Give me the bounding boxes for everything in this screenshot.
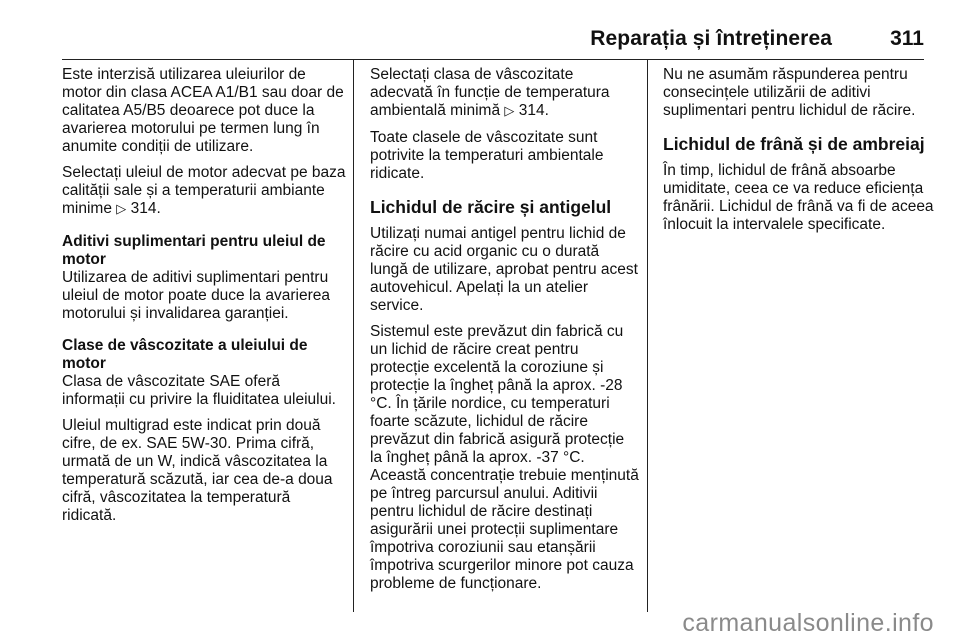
column-divider-1 bbox=[353, 60, 354, 612]
reference-arrow-icon: ▷ bbox=[504, 104, 515, 119]
page-title: Reparația și întreținerea bbox=[590, 27, 832, 50]
coolant-heading: Lichidul de răcire și antigelul bbox=[370, 197, 612, 217]
oil-selection-paragraph bbox=[62, 164, 346, 219]
oil-restriction-paragraph: Este interzisă utilizarea uleiurilor de motor din clasa ACEA A1/B1 sau doar de calitatea A5/B5 deoarece pot duce la avarierea motorului pe termen lung în anumite condiții de utilizare. bbox=[62, 66, 344, 155]
coolant-paragraph-2: Sistemul este prevăzut din fabrică cu un lichid de răcire creat pentru protecție excelentă la coroziune și protecție la îngheț până la aprox. -28 °C. În țările nordice, cu temperaturi foarte scăzute, lichidul de răcire prevăzut din fabrică asigură protecție la îngheț până la aprox. -37 °C. Această concentrație trebuie menținută pe întreg parcursul anului. Aditivii pentru lichidul de răcire destinați asigurării unei protecții suplimentare împotriva coroziunii sau etanșării împotriva scurgerilor minore pot cauza probleme de funcționare. bbox=[370, 323, 639, 592]
column-2 bbox=[370, 66, 640, 601]
coolant-paragraph-1: Utilizați numai antigel pentru lichid de răcire cu acid organic cu o durată lungă de utilizare, aprobat pentru acest autovehicul. Apelați la un atelier service. bbox=[370, 225, 638, 314]
oil-selection-ref[interactable]: 314. bbox=[130, 200, 161, 217]
viscosity-selection-text: Selectați clasa de vâscozitate adecvată în funcție de temperatura ambientală minimă bbox=[370, 66, 610, 119]
viscosity-classes-paragraph: Toate clasele de vâscozitate sunt potrivite la temperaturi ambientale ridicate. bbox=[370, 129, 604, 182]
reference-arrow-icon: ▷ bbox=[116, 202, 127, 217]
additives-paragraph: Utilizarea de aditivi suplimentari pentru uleiul de motor poate duce la avarierea motorului și invalidarea garanției. bbox=[62, 269, 330, 322]
oil-selection-text: Selectați uleiul de motor adecvat pe baza calității sale și a temperaturii ambiante minime bbox=[62, 164, 346, 217]
coolant-additives-paragraph: Nu ne asumăm răspunderea pentru consecințele utilizării de aditivi suplimentari pentru lichidul de răcire. bbox=[663, 66, 916, 119]
watermark: carmanualsonline.info bbox=[682, 609, 934, 637]
column-divider-2 bbox=[647, 60, 648, 612]
brake-fluid-paragraph: În timp, lichidul de frână absoarbe umiditate, ceea ce va reduce eficiența frânării. Lichidul de frână va fi de aceea înlocuit la intervalele specificate. bbox=[663, 162, 934, 233]
viscosity-paragraph-2: Uleiul multigrad este indicat prin două cifre, de ex. SAE 5W-30. Prima cifră, urmată de un W, indică vâscozitatea la temperatură scăzută, iar cea de-a doua cifră, vâscozitatea la temperatură ridicată. bbox=[62, 417, 333, 524]
additives-heading: Aditivi suplimentari pentru uleiul de motor bbox=[62, 233, 326, 268]
viscosity-selection-ref[interactable]: 314. bbox=[518, 102, 549, 119]
header-divider bbox=[62, 59, 924, 60]
viscosity-selection-paragraph bbox=[370, 66, 640, 121]
page-number: 311 bbox=[890, 27, 924, 50]
page-header bbox=[62, 27, 924, 57]
column-1 bbox=[62, 66, 346, 533]
brake-fluid-heading: Lichidul de frână și de ambreiaj bbox=[663, 134, 925, 154]
viscosity-paragraph-1: Clasa de vâscozitate SAE oferă informații cu privire la fluiditatea uleiului. bbox=[62, 373, 336, 408]
column-3 bbox=[663, 66, 938, 242]
viscosity-heading: Clase de vâscozitate a uleiului de motor bbox=[62, 337, 308, 372]
